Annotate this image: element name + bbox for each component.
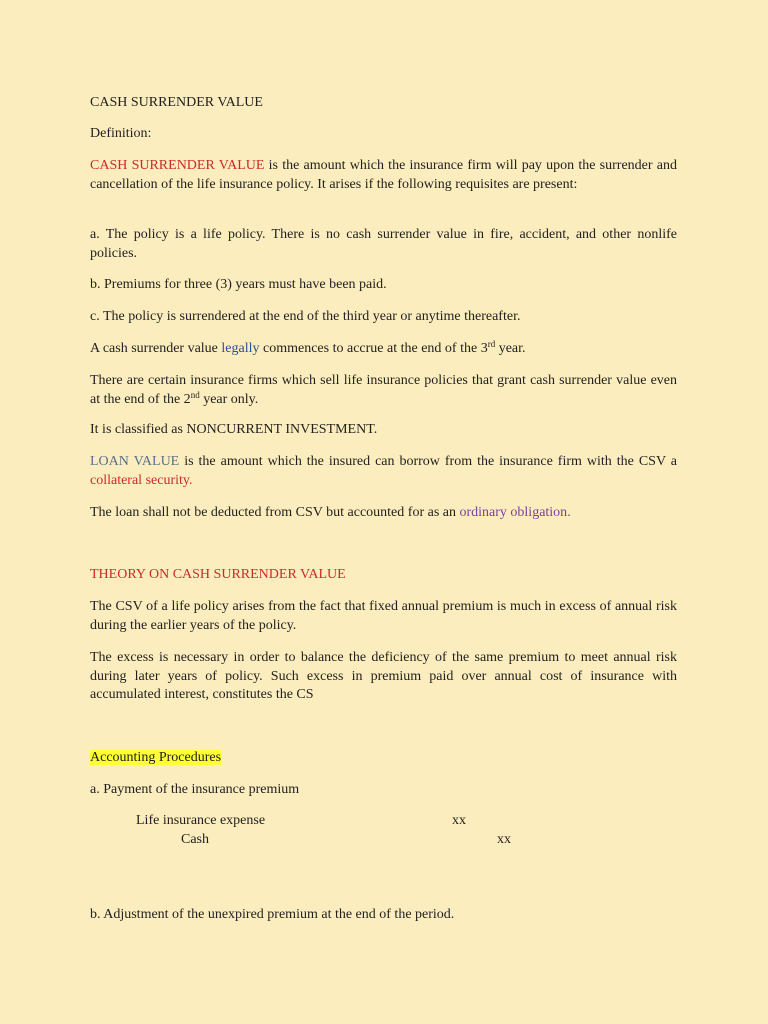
loan-value-term: LOAN VALUE <box>90 454 180 469</box>
requisite-b: b. Premiums for three (3) years must have been paid. <box>90 277 387 292</box>
accrual-text-start: A cash surrender value <box>90 341 222 356</box>
ordinal-suffix: rd <box>487 339 496 349</box>
ordinal-suffix: nd <box>190 389 200 400</box>
loan-value-period: . <box>188 472 193 488</box>
theory-paragraph-1: The CSV of a life policy arises from the fact that fixed annual premium is much in excess of annual risk during the earlier years of the policy. <box>90 599 677 633</box>
ordinary-obligation-term: ordinary obligation <box>459 505 568 520</box>
debit-account: Life insurance expense <box>136 813 266 828</box>
certain-firms-paragraph <box>90 372 677 409</box>
accounting-heading-highlight: Accounting Procedures <box>90 750 222 765</box>
loan-treatment-period: . <box>567 505 571 520</box>
loan-treatment-paragraph <box>90 504 571 522</box>
credit-account: Cash <box>181 832 209 847</box>
definition-text: is the amount which the insurance firm will pay upon the surrender and cancellation of the life insurance policy. It arises if the following requisites are present: <box>90 158 677 192</box>
loan-value-paragraph <box>90 453 677 490</box>
accrual-paragraph <box>90 340 526 358</box>
document-title: CASH SURRENDER VALUE <box>90 95 263 110</box>
procedure-a: a. Payment of the insurance premium <box>90 782 300 797</box>
csv-term: CASH SURRENDER VALUE <box>90 158 265 173</box>
procedure-b: b. Adjustment of the unexpired premium at the end of the period. <box>90 907 455 922</box>
definition-paragraph <box>90 157 677 194</box>
loan-value-text: is the amount which the insured can borrow from the insurance firm with the CSV a <box>179 454 677 469</box>
certain-firms-text-end: year only. <box>199 391 259 407</box>
accrual-text-end: year. <box>495 341 526 356</box>
loan-treatment-text: The loan shall not be deducted from CSV but accounted for as an <box>90 505 460 520</box>
theory-paragraph-2: The excess is necessary in order to balance the deficiency of the same premium to meet annual risk during later years of policy. Such excess in premium paid over annual cost of insurance with accumulated interest, constitutes the CS <box>90 650 677 702</box>
accrual-text-middle: commences to accrue at the end of the 3 <box>259 341 488 356</box>
requisite-c: c. The policy is surrendered at the end of the third year or anytime thereafter. <box>90 309 521 324</box>
theory-heading: THEORY ON CASH SURRENDER VALUE <box>90 567 346 582</box>
accounting-heading <box>90 749 221 767</box>
debit-amount: xx <box>452 813 466 828</box>
requisite-a: a. The policy is a life policy. There is no cash surrender value in fire, accident, and other nonlife policies. <box>90 227 677 261</box>
classification-line: It is classified as NONCURRENT INVESTMENT. <box>90 422 378 437</box>
credit-amount: xx <box>497 832 511 847</box>
legally-term: legally <box>221 341 260 356</box>
collateral-security-term: collateral security <box>90 472 189 488</box>
definition-label: Definition: <box>90 126 152 141</box>
certain-firms-text: There are certain insurance firms which sell life insurance policies that grant cash surrender value even at the end of the 2 <box>90 373 677 407</box>
